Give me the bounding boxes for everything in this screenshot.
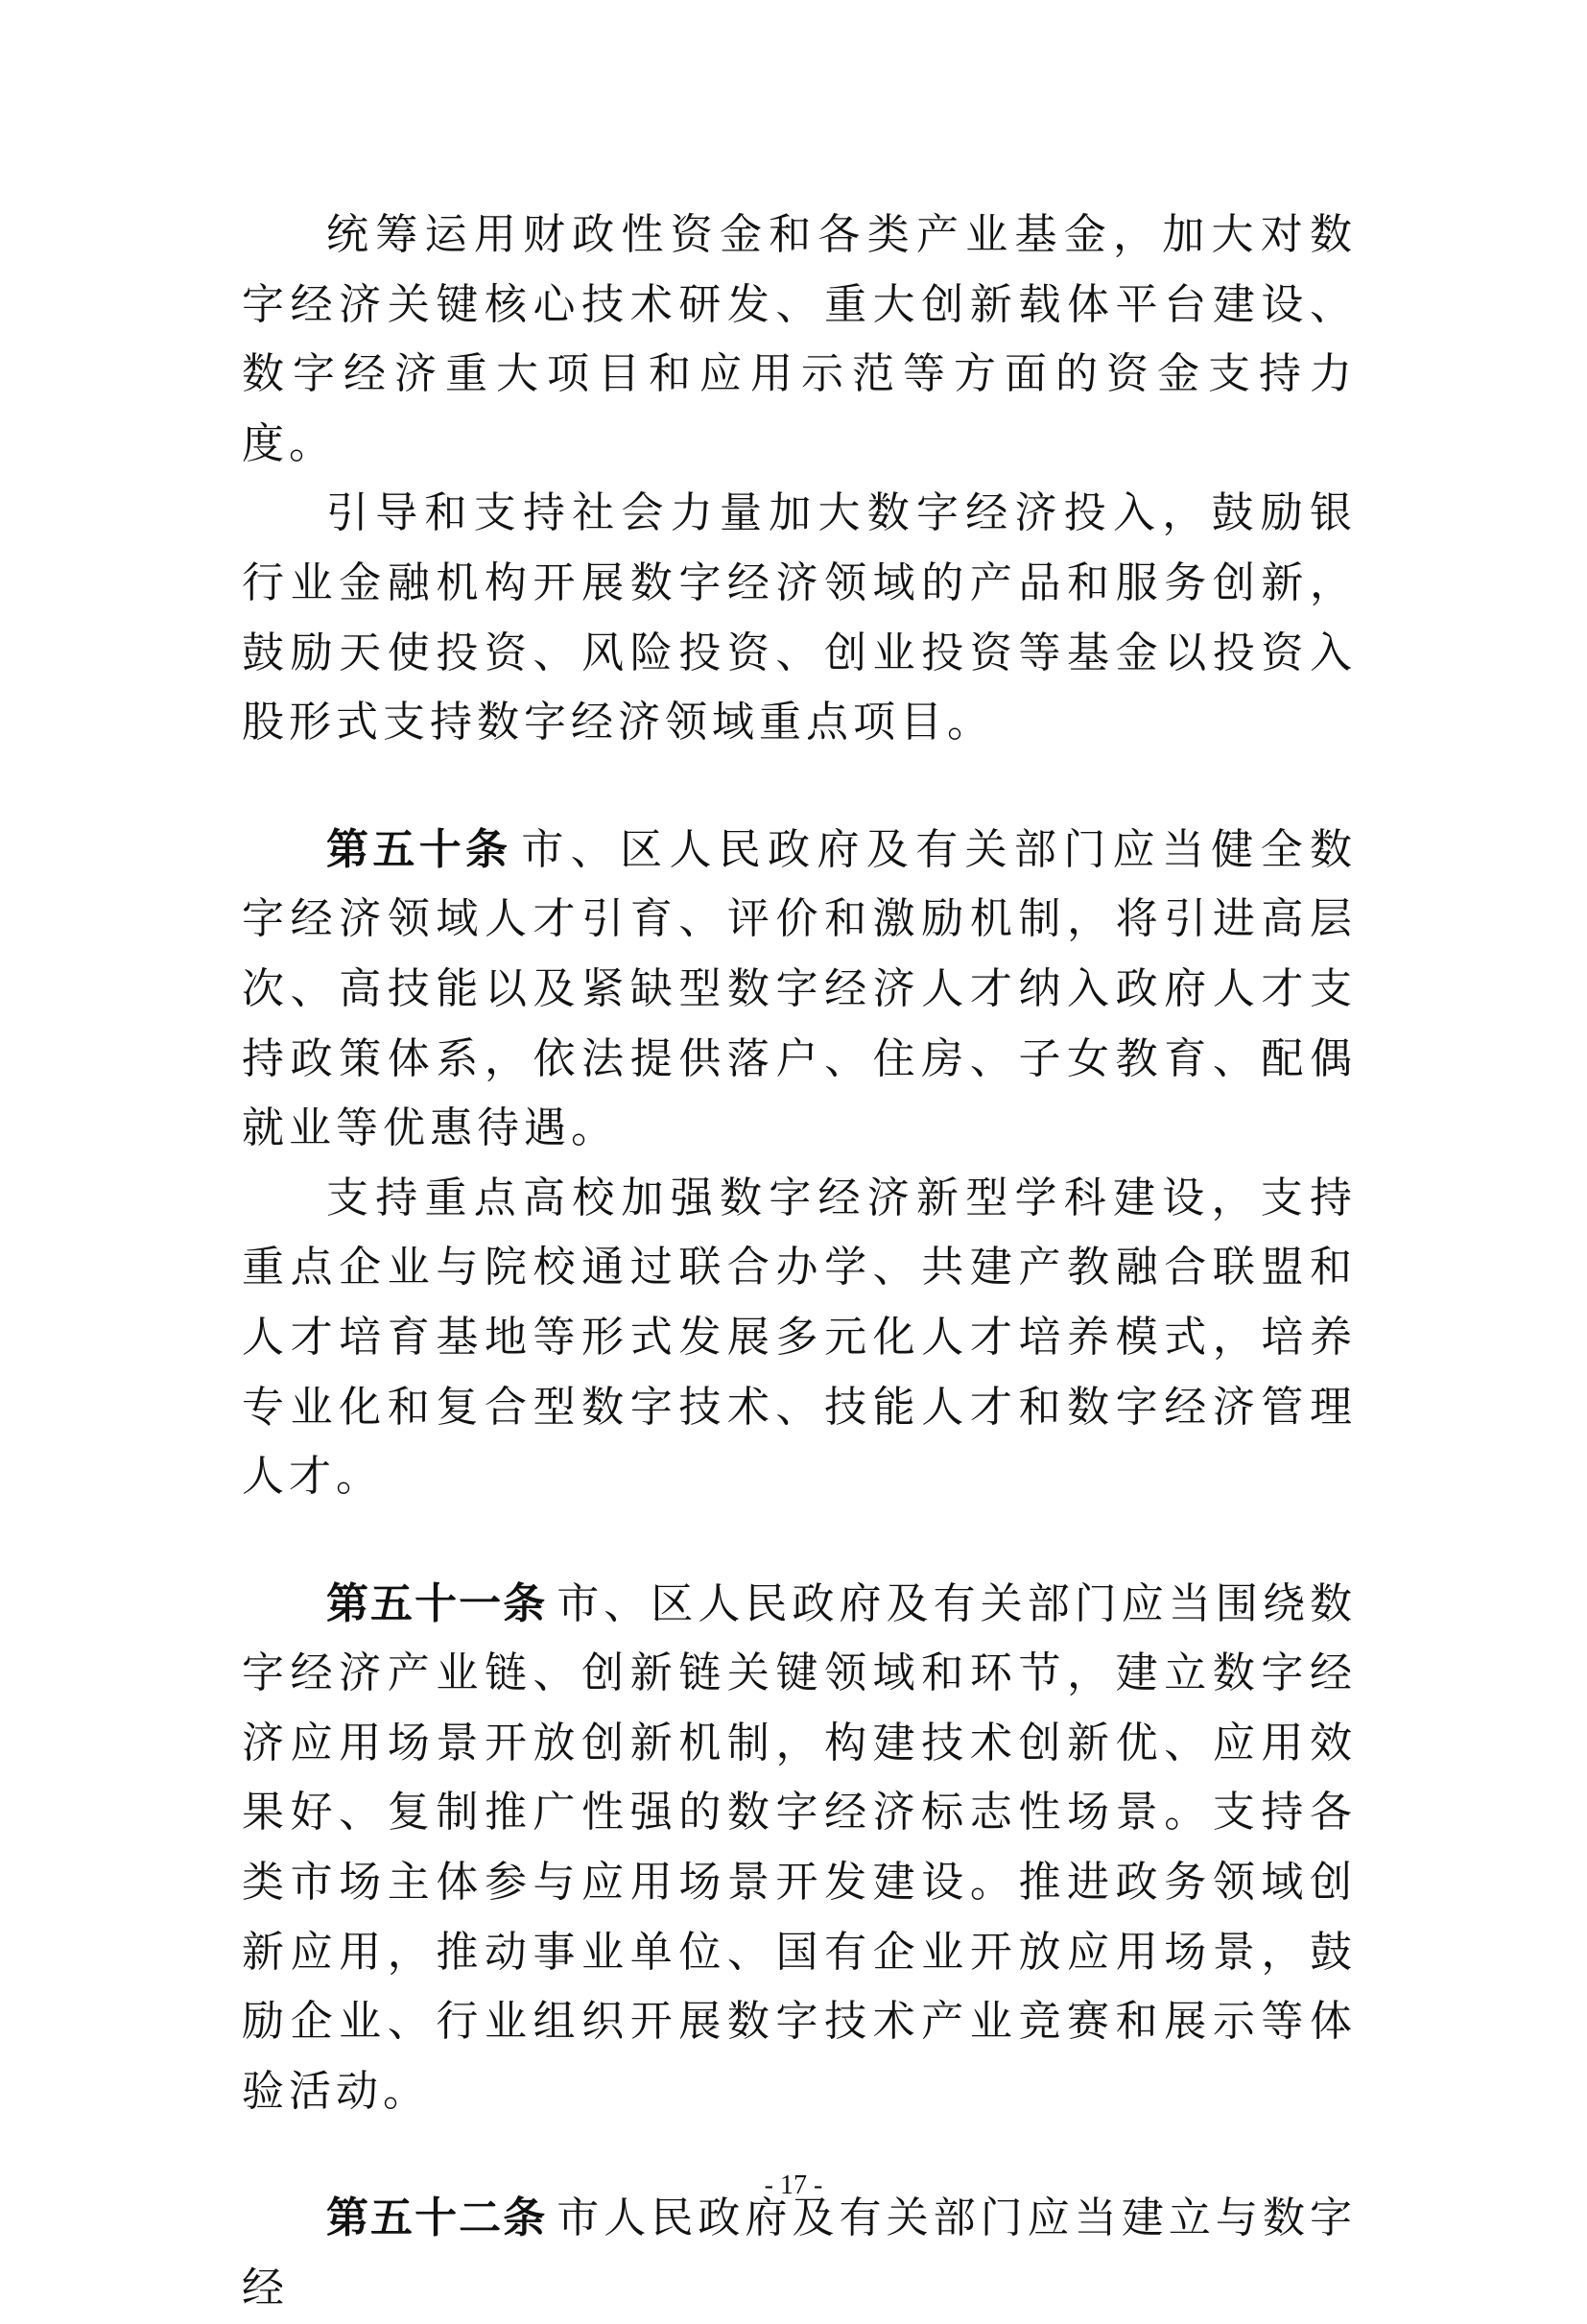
article-50-paragraph: [242, 816, 1357, 1164]
section-gap: [242, 1512, 1357, 1570]
article-51-label: 第五十一条: [326, 1578, 548, 1628]
paragraph-text: 支持重点高校加强数字经济新型学科建设，支持重点企业与院校通过联合办学、共建产教融合联盟和人才培育基地等形式发展多元化人才培养模式，培养专业化和复合型数字技术、技能人才和数字经济管理人才。: [242, 1173, 1357, 1502]
paragraph-text: 市、区人民政府及有关部门应当围绕数字经济产业链、创新链关键领域和环节，建立数字经济应用场景开放创新机制，构建技术创新优、应用效果好、复制推广性强的数字经济标志性场景。支持各类市场主体参与应用场景开发建设。推进政务领域创新应用，推动事业单位、国有企业开放应用场景，鼓励企业、行业组织开展数字技术产业竞赛和展示等体验活动。: [242, 1578, 1358, 2116]
page-number: - 17 -: [764, 2170, 823, 2200]
section-gap: [242, 758, 1357, 816]
article-51-paragraph: [242, 1570, 1357, 2127]
paragraph-funding: [242, 201, 1357, 479]
article-52-label: 第五十二条: [326, 2194, 548, 2243]
article-50-label: 第五十条: [326, 824, 512, 874]
paragraph-social-investment: [242, 479, 1357, 757]
article-52-paragraph: [242, 2184, 1357, 2323]
document-body: [242, 201, 1357, 2324]
paragraph-talent-training: [242, 1164, 1357, 1512]
paragraph-text: 统筹运用财政性资金和各类产业基金，加大对数字经济关键核心技术研发、重大创新载体平台建设、数字经济重大项目和应用示范等方面的资金支持力度。: [242, 210, 1357, 468]
paragraph-text: 引导和支持社会力量加大数字经济投入，鼓励银行业金融机构开展数字经济领域的产品和服务创新，鼓励天使投资、风险投资、创业投资等基金以投资入股形式支持数字经济领域重点项目。: [242, 488, 1357, 747]
paragraph-text: 市人民政府及有关部门应当建立与数字经: [242, 2194, 1358, 2313]
paragraph-text: 市、区人民政府及有关部门应当健全数字经济领域人才引育、评价和激励机制，将引进高层次、高技能以及紧缺型数字经济人才纳入政府人才支持政策体系，依法提供落户、住房、子女教育、配偶就业等优惠待遇。: [242, 824, 1358, 1153]
